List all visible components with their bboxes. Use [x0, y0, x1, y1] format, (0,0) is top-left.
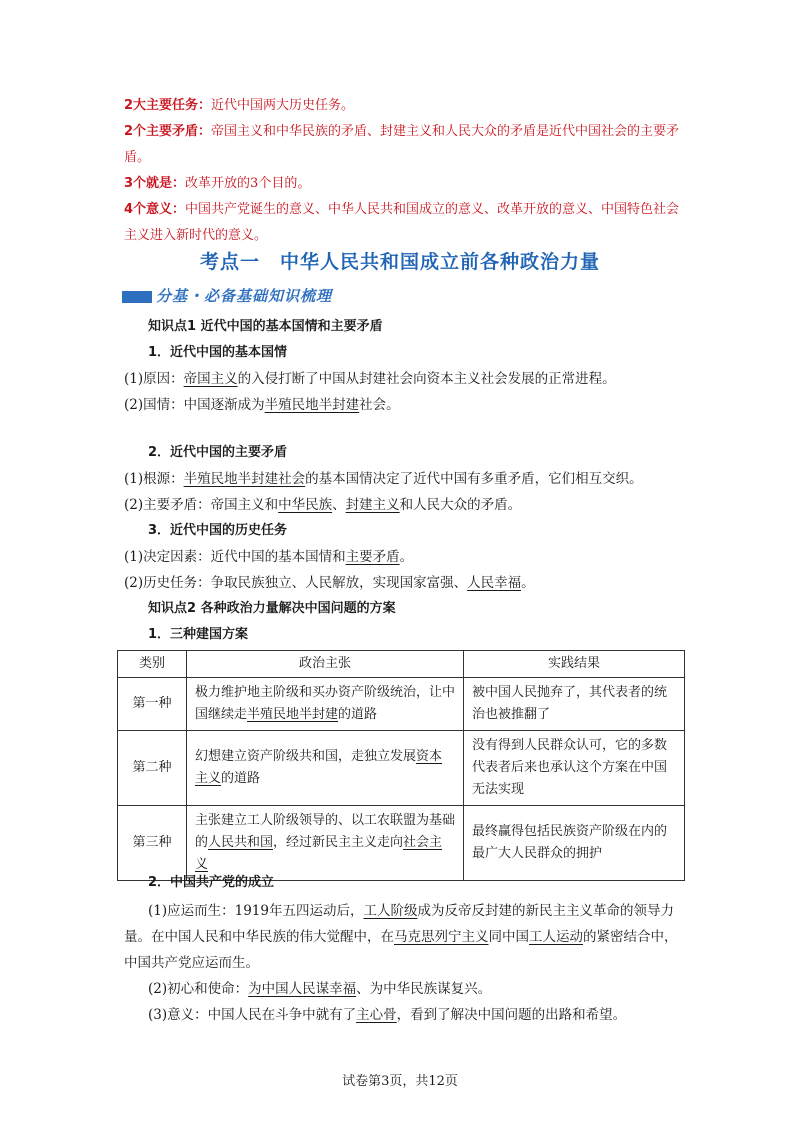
table-cell-result: 没有得到人民群众认可，它的多数代表者后来也承认这个方案在中国无法实现: [464, 731, 685, 806]
kp1-heading: 知识点1 近代中国的基本国情和主要矛盾: [148, 319, 383, 334]
kp2-s2-heading: 2．中国共产党的成立: [148, 875, 275, 890]
kp2-s2-para1: (1)应运而生：1919年五四运动后，工人阶级成为反帝反封建的新民主主义革命的领导力量。在中国人民和中华民族的伟大觉醒中，在马克思列宁主义同中国工人运动的紧密结合中，中国共产党应运而生。: [124, 903, 678, 971]
table-header: 类别: [118, 651, 187, 678]
kp1-s1-line1: (1)原因：帝国主义的入侵打断了中国从封建社会向资本主义社会发展的正常进程。: [124, 371, 616, 387]
summary-text: 改革开放的3个目的。: [185, 176, 311, 191]
summary-label: 4个意义：: [124, 202, 186, 217]
summary-label: 3个就是：: [124, 176, 186, 191]
summary-label: 2个主要矛盾：: [124, 124, 212, 139]
kp1-s1-line2: (2)国情：中国逐渐成为半殖民地半封建社会。: [124, 397, 400, 413]
section-banner: [122, 285, 382, 307]
table-cell-policy: 主张建立工人阶级领导的、以工农联盟为基础的人民共和国，经过新民主主义走向社会主义: [187, 806, 464, 881]
table-cell-policy: 幻想建立资产阶级共和国，走独立发展资本主义的道路: [187, 731, 464, 806]
table-cell-policy: 极力维护地主阶级和买办资产阶级统治，让中国继续走半殖民地半封建的道路: [187, 678, 464, 731]
table-cell-result: 最终赢得包括民族资产阶级在内的最广大人民群众的拥护: [464, 806, 685, 881]
summary-text: 近代中国两大历史任务。: [211, 98, 355, 113]
kp1-s2-line2: (2)主要矛盾：帝国主义和中华民族、封建主义和人民大众的矛盾。: [124, 497, 522, 513]
table-row: [118, 678, 685, 731]
banner-text: 分基・必备基础知识梳理: [156, 287, 333, 305]
summary-text: 中国共产党诞生的意义、中华人民共和国成立的意义、改革开放的意义、中国特色社会主义进入新时代的意义。: [124, 202, 680, 243]
table-row: [118, 806, 685, 881]
plans-table: [117, 650, 685, 881]
kp1-s2-line1: (1)根源：半殖民地半封建社会的基本国情决定了近代中国有多重矛盾，它们相互交织。: [124, 471, 643, 487]
kp1-s1-heading: 1．近代中国的基本国情: [148, 345, 288, 360]
kp1-s3-heading: 3．近代中国的历史任务: [148, 523, 288, 538]
summary-item: [124, 93, 684, 119]
table-cell-result: 被中国人民抛弃了，其代表者的统治也被推翻了: [464, 678, 685, 731]
table-header: 政治主张: [187, 651, 464, 678]
summary-item: [124, 119, 684, 171]
kp2-heading: 知识点2 各种政治力量解决中国问题的方案: [148, 601, 396, 616]
kp2-s2-para2: (2)初心和使命：为中国人民谋幸福、为中华民族谋复兴。: [148, 981, 492, 997]
table-cell-type: 第二种: [118, 731, 187, 806]
table-cell-type: 第一种: [118, 678, 187, 731]
kp1-s2-heading: 2．近代中国的主要矛盾: [148, 445, 288, 460]
summary-text: 帝国主义和中华民族的矛盾、封建主义和人民大众的矛盾是近代中国社会的主要矛盾。: [124, 124, 680, 165]
table-row: [118, 731, 685, 806]
kp1-s3-line2: (2)历史任务：争取民族独立、人民解放，实现国家富强、人民幸福。: [124, 575, 535, 591]
kp1-s3-line1: (1)决定因素：近代中国的基本国情和主要矛盾。: [124, 549, 414, 565]
summary-item: [124, 197, 684, 249]
table-cell-type: 第三种: [118, 806, 187, 881]
summary-item: [124, 171, 684, 197]
banner-bar: [122, 291, 152, 303]
kp2-s2-para3: (3)意义：中国人民在斗争中就有了主心骨，看到了解决中国问题的出路和希望。: [148, 1007, 627, 1023]
section-title: 考点一 中华人民共和国成立前各种政治力量: [199, 251, 600, 273]
table-header: 实践结果: [464, 651, 685, 678]
table-header-row: [118, 651, 685, 678]
kp2-s1-heading: 1．三种建国方案: [148, 627, 249, 642]
page-footer: 试卷第3页，共12页: [342, 1074, 458, 1089]
summary-label: 2大主要任务：: [124, 98, 212, 113]
